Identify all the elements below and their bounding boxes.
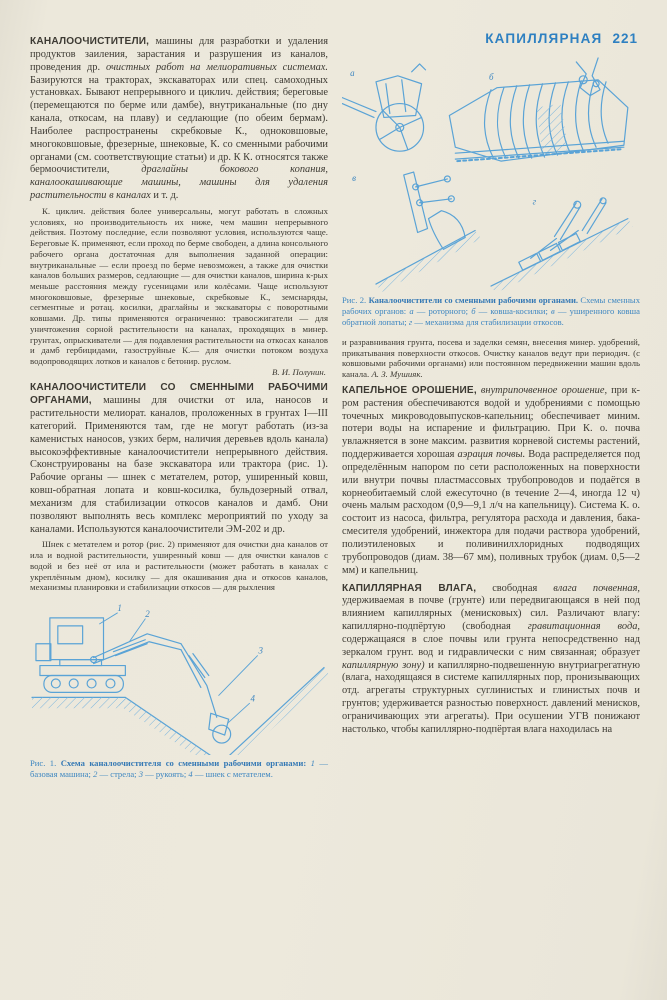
article-kanaloochistiteli-smallprint: К. циклич. действия более универсальны, могут работать в сложных условиях, но производительность их ниже, чем машин непрерывного действия. Поэтому последние, если позволяют условия, используются чаще. Береговые К. применяют, если проход по берме свободен, а длина консольного рабочего органа достаточная для выполнения заданной операции: внутриканальные — если проезд по берме невозможен, а также для очистки каналов больших размеров, седлающие — для очистки каналов, ширина к-рых меньше расстояния между гусеницами или колёсами. Чаще используют многоковшовые, фрезерные шнековые, скребковые К., земснаряды, сегментные и ротац. косилки, драглайны и экскаваторы с поворотными ковшами. Др. типы применяются ограниченно: травосжигатели — для уничтожения сорной растительности на каналах, проходящих в минер. грунтах, опрыскиватели — для подавления растительности на откосах каналов и дамб гербицидами, газоструйные К.— для очистки потоком воздуха водопроводящих лотков и каналов с бетонир. руслом. xyxy=(30,205,328,367)
author-signature-polunin: В. И. Полунин. xyxy=(271,366,326,377)
figure-2-caption: Рис. 2. Каналоочистители со сменными рабочими органами. Схемы сменных рабочих органов: а — роторного; б — ковша-косилки; в — уширенного ковша обратной лопаты; г — механизма для стабилизации откосов. xyxy=(342,295,640,327)
article-so-smennymi-organami-lead: КАНАЛООЧИСТИТЕЛИ СО СМЕННЫМИ РАБОЧИМИ ОРГАНАМИ, машины для очистки от ила, наносов и растительности мелиорат. каналов, проложенных в грунтах I—III категорий. Применяются там, где не могут работать (из-за каменистых наносов, узких берм, наличия деревьев вдоль канала) высокоэффективные каналоочистители непрерывного действия. Сконструированы на базе экскаватора или трактора (рис. 1). Рабочие органы — шнек с метателем, ротор, уширенный ковш, ковш-обратная лопата и ковш-косилка, бульдозерный отвал, механизм для стабилизации откосов каналов и дамб. Они позволяют выполнять весь комплекс мероприятий по уходу за каналами. Используются каналоочистители ЭМ-202 и др. xyxy=(30,382,328,535)
figure-1-caption: Рис. 1. Схема каналоочистителя со сменными рабочими органами: 1 — базовая машина; 2 — стрела; 3 — рукоять; 4 — шнек с метателем. xyxy=(30,758,328,780)
figure-1-label-1: 1 xyxy=(117,602,122,613)
right-column xyxy=(342,36,640,780)
article-so-smennymi-organami-smallprint: Шнек с метателем и ротор (рис. 2) применяют для очистки дна каналов от ила и водной растительности, уширенный ковш — для очистки каналов с водой и без неё от ила и растительности (может работать в каналах с укреплённым дном), косилку — для окашивания дна и откосов каналов, механизмы планировки и стабилизации откосов — для рыхления xyxy=(30,539,328,593)
figure-1-label-4: 4 xyxy=(250,693,255,704)
figure-1 xyxy=(30,600,328,780)
figure-2-label-g: г xyxy=(532,196,537,207)
figure-2 xyxy=(342,54,640,292)
running-head xyxy=(485,31,638,46)
page-number: 221 xyxy=(612,31,638,46)
article-kanaloochistiteli-lead: КАНАЛООЧИСТИТЕЛИ, машины для разработки и удаления продуктов заиления, зарастания и разрушения из каналов, проведения др. очистных работ на мелиоративных системах. Базируются на тракторах, экскаваторах или спец. самоходных установках. Бывают непрерывного и циклич. действия; береговые (перемещаются по берме или дамбе), внутриканальные (по дну канала, откосам, на плаву) и седлающие (по обеим бермам). Наиболее распространены скребковые К., одноковшовые, многоковшовые, фрезерные, шнековые, К. со сменными рабочими органами (см. соответствующие статьи) и др. К К. относятся также бермоочистители, драглайны бокового копания, каналоокашивающие машины, машины для удаления растительности в каналах и т. д. xyxy=(30,36,328,202)
figure-1-label-3: 3 xyxy=(258,645,263,656)
figure-2-label-b: б xyxy=(489,71,494,82)
figure-2-illustration xyxy=(342,54,640,292)
figure-2-label-v: в xyxy=(352,172,357,183)
continuation-smallprint: и разравнивания грунта, посева и заделки семян, внесения минер. удобрений, прикатывания поверхности откосов. Очистку каналов ведут при периодич. (с ковшовыми рабочими органами) или постоянном передвижении машин вдоль канала. А. З. Мушияк. xyxy=(342,337,640,380)
figure-2-label-a: а xyxy=(350,67,355,78)
figure-1-label-2: 2 xyxy=(145,608,150,619)
running-head-keyword: КАПИЛЛЯРНАЯ xyxy=(485,31,603,46)
left-column xyxy=(30,36,328,780)
figure-1-illustration xyxy=(30,600,328,755)
article-kapelnoe-oroshenie-lead: КАПЕЛЬНОЕ ОРОШЕНИЕ, внутрипочвенное орошение, при к-ром растения обеспечиваются водой и удобрениями с помощью точечных микроводовыпусков-капельниц; обеспечивает миним. потери воды на испарение и фильтрацию. При К. о. почва увлажняется в зоне максим. развития корневой системы растений, поддерживается хорошая аэрация почвы. Вода распределяется под определённым напором по сети расположенных на поверхности или внутри почвы пластмассовых трубопроводов и подаётся в корнеобитаемый слой ежесуточно (в течение 2—4, иногда 12 ч) очень малым расходом (0,9—9,1 л/ч на капельницу). Система К. о. состоит из насоса, фильтра, регулятора расхода и давления, бака-смесителя удобрений, инжектора для подачи раствора удобрений, полиэтиленовых и поливинилхлоридных подводящих трубопроводов (диам. 38—67 мм), поливных трубок (диам. 0,5—2 мм) и капельниц. xyxy=(342,384,640,576)
article-kapillyarnaya-vlaga-lead: КАПИЛЛЯРНАЯ ВЛАГА, свободная влага почвенная, удерживаемая в почве (грунте) или передвигающаяся в ней под влиянием капиллярных (менисковых) сил. Различают влагу: капиллярно-подпёртую (свободная гравитационная вода, содержащаяся в слое почвы или грунта непосредственно над зеркалом грунт. вод и гидравлически с ним связанная; образует капиллярную зону) и капиллярно-подвешенную внутриагрегатную (влага, находящаяся в системе капиллярных пор, пронизывающих отд. агрегаты структурных суглинистых и глинистых почв и грунтов; удерживается разностью поверхност. давлений менисков, ограничивающих эти агрегаты). При осушении УГВ понижают настолько, чтобы капиллярно-подпёртая влага находилась на xyxy=(342,582,641,735)
